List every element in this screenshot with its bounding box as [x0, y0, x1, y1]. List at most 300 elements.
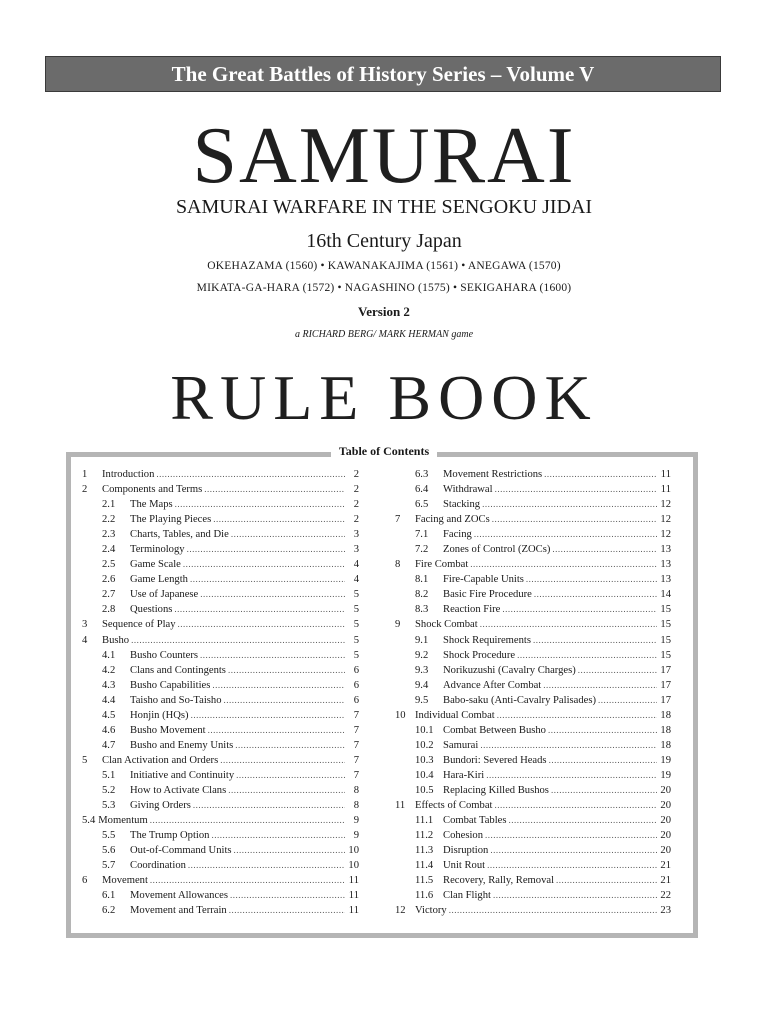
toc-entry-title: Terminology: [130, 544, 185, 556]
toc-entry-number: 9.2: [415, 649, 429, 661]
toc-leader-dots: [526, 572, 657, 587]
toc-entry-page: 15: [660, 634, 671, 646]
toc-entry: [82, 467, 359, 482]
toc-leader-dots: [175, 497, 345, 512]
game-title: SAMURAI: [192, 112, 576, 200]
toc-leader-dots: [497, 708, 657, 723]
toc-entry-number: 12: [395, 905, 406, 917]
toc-entry: [395, 708, 671, 723]
toc-entry: [395, 723, 671, 738]
toc-entry-title: Basic Fire Procedure: [443, 589, 532, 601]
toc-entry-number: 11.5: [415, 875, 434, 887]
toc-entry-title: Sequence of Play: [102, 619, 176, 631]
toc-entry-title: Out-of-Command Units: [130, 845, 232, 857]
toc-entry-page: 10: [348, 845, 359, 857]
toc-entry: [395, 497, 671, 512]
toc-entry-number: 7.2: [415, 544, 429, 556]
toc-entry-number: 8.1: [415, 574, 429, 586]
toc-leader-dots: [509, 813, 658, 828]
toc-entry-title: Babo-saku (Anti-Cavalry Palisades): [443, 694, 596, 706]
toc-leader-dots: [534, 587, 657, 602]
toc-leader-dots: [490, 843, 657, 858]
toc-entry-number: 5.1: [102, 769, 116, 781]
toc-entry-title: Taisho and So-Taisho: [130, 694, 222, 706]
toc-entry-page: 13: [660, 559, 671, 571]
toc-entry-title: Honjin (HQs): [130, 709, 189, 721]
toc-left-column: [82, 467, 359, 918]
toc-entry: [395, 512, 671, 527]
toc-entry-number: 11.3: [415, 845, 434, 857]
toc-entry-title: Unit Rout: [443, 860, 486, 872]
toc-leader-dots: [495, 482, 657, 497]
toc-leader-dots: [482, 497, 657, 512]
toc-entry-title: The Maps: [130, 499, 173, 511]
toc-entry-title: Samurai: [443, 739, 479, 751]
toc-leader-dots: [492, 512, 657, 527]
toc-leader-dots: [486, 768, 657, 783]
toc-entry-title: Fire-Capable Units: [443, 574, 524, 586]
toc-entry-page: 4: [353, 574, 359, 586]
toc-leader-dots: [598, 693, 657, 708]
toc-leader-dots: [230, 888, 345, 903]
toc-leader-dots: [220, 753, 345, 768]
toc-entry-page: 7: [353, 754, 359, 766]
toc-leader-dots: [200, 587, 345, 602]
toc-leader-dots: [494, 798, 657, 813]
toc-entry: [395, 663, 671, 678]
toc-entry-number: 5.6: [102, 845, 116, 857]
toc-entry-number: 6.5: [415, 499, 429, 511]
toc-entry: [82, 633, 359, 648]
toc-leader-dots: [493, 888, 657, 903]
toc-entry-number: 9.1: [415, 634, 429, 646]
toc-entry-title: Recovery, Rally, Removal: [443, 875, 555, 887]
toc-entry-title: Game Length: [130, 574, 188, 586]
toc-entry: [395, 693, 671, 708]
toc-entry-number: 7.1: [415, 529, 429, 541]
toc-entry-page: 7: [353, 724, 359, 736]
series-banner: The Great Battles of History Series – Volume V: [45, 56, 721, 92]
toc-entry-page: 18: [660, 739, 671, 751]
toc-entry-number: 5.3: [102, 800, 116, 812]
toc-entry-page: 17: [660, 679, 671, 691]
toc-entry-title: Coordination: [130, 860, 186, 872]
toc-entry-number: 2.8: [102, 604, 116, 616]
toc-entry-page: 3: [353, 529, 359, 541]
toc-entry-number: 6.1: [102, 890, 116, 902]
toc-entry-number: 6.4: [415, 484, 429, 496]
toc-entry-title: Game Scale: [130, 559, 181, 571]
toc-entry: [395, 798, 671, 813]
toc-entry: [82, 648, 359, 663]
toc-leader-dots: [480, 617, 657, 632]
toc-entry-page: 8: [353, 800, 359, 812]
toc-entry-number: 10.5: [415, 784, 434, 796]
toc-entry-number: 10.1: [415, 724, 434, 736]
toc-entry-page: 19: [660, 769, 671, 781]
toc-entry-page: 2: [353, 469, 359, 480]
toc-entry-number: 11.1: [415, 815, 434, 827]
toc-entry-page: 15: [660, 619, 671, 631]
toc-entry-title: Combat Tables: [443, 815, 507, 827]
toc-leader-dots: [234, 843, 345, 858]
toc-entry: [82, 527, 359, 542]
toc-entry-page: 2: [353, 484, 359, 496]
toc-leader-dots: [224, 693, 346, 708]
toc-entry-number: 10.4: [415, 769, 434, 781]
toc-entry-page: 11: [348, 890, 359, 902]
toc-entry-page: 9: [353, 830, 359, 842]
toc-entry-page: 11: [348, 905, 359, 917]
toc-entry: [395, 828, 671, 843]
toc-leader-dots: [193, 798, 345, 813]
toc-entry-number: 9: [395, 619, 401, 631]
toc-entry: [82, 783, 359, 798]
toc-entry-page: 6: [353, 679, 359, 691]
toc-entry-page: 21: [660, 875, 671, 887]
toc-entry-title: The Playing Pieces: [130, 514, 212, 526]
battles-line-1: OKEHAZAMA (1560) • KAWANAKAJIMA (1561) • ANEGAWA (1570): [207, 260, 561, 272]
toc-entry-title: Movement: [102, 875, 148, 887]
toc-entry-number: 4: [82, 634, 88, 646]
toc-entry-number: 11: [395, 800, 406, 812]
toc-entry-number: 8.2: [415, 589, 429, 601]
toc-leader-dots: [178, 617, 345, 632]
toc-entry: [395, 648, 671, 663]
toc-entry-title: Momentum: [98, 815, 148, 827]
toc-entry-page: 12: [660, 514, 671, 526]
toc-entry-title: Replacing Killed Bushos: [443, 784, 549, 796]
toc-entry-number: 4.2: [102, 664, 116, 676]
toc-entry: [82, 813, 359, 828]
toc-entry-page: 2: [353, 514, 359, 526]
toc-entry-page: 15: [660, 604, 671, 616]
toc-leader-dots: [502, 602, 657, 617]
toc-entry: [82, 768, 359, 783]
toc-entry-page: 9: [353, 815, 359, 827]
toc-leader-dots: [517, 648, 657, 663]
toc-leader-dots: [188, 858, 345, 873]
toc-leader-dots: [183, 557, 345, 572]
toc-entry-number: 7: [395, 514, 401, 526]
toc-entry: [82, 557, 359, 572]
toc-entry-page: 7: [353, 769, 359, 781]
toc-entry: [395, 783, 671, 798]
toc-entry-title: Initiative and Continuity: [130, 769, 235, 781]
toc-entry-title: Stacking: [443, 499, 481, 511]
toc-entry: [395, 633, 671, 648]
toc-leader-dots: [556, 873, 657, 888]
toc-entry-number: 2: [82, 484, 88, 496]
toc-leader-dots: [191, 708, 345, 723]
toc-entry-title: Reaction Fire: [443, 604, 501, 616]
toc-leader-dots: [235, 738, 345, 753]
toc-entry-title: Clans and Contingents: [130, 664, 226, 676]
toc-entry-title: Giving Orders: [130, 800, 191, 812]
rulebook-heading: RULE BOOK: [170, 362, 598, 433]
era-line: 16th Century Japan: [306, 230, 462, 252]
toc-entry-title: Fire Combat: [415, 559, 469, 571]
toc-entry: [395, 753, 671, 768]
toc-entry: [82, 858, 359, 873]
toc-entry-page: 11: [660, 469, 671, 480]
toc-entry: [82, 873, 359, 888]
toc-entry-page: 7: [353, 709, 359, 721]
toc-entry-title: Busho and Enemy Units: [130, 739, 234, 751]
toc-entry-number: 6.2: [102, 905, 116, 917]
toc-entry-page: 5: [353, 649, 359, 661]
toc-entry-title: Clan Flight: [443, 890, 491, 902]
toc-entry: [82, 497, 359, 512]
battles-line-2: MIKATA-GA-HARA (1572) • NAGASHINO (1575) • SEKIGAHARA (1600): [196, 282, 572, 294]
toc-entry-page: 18: [660, 724, 671, 736]
toc-entry-page: 7: [353, 739, 359, 751]
toc-entry-number: 3: [82, 619, 88, 631]
toc-entry-title: Clan Activation and Orders: [102, 754, 219, 766]
toc-leader-dots: [236, 768, 345, 783]
toc-entry-number: 10: [395, 709, 406, 721]
toc-entry: [82, 738, 359, 753]
toc-entry-number: 10.2: [415, 739, 434, 751]
toc-entry-page: 20: [660, 800, 671, 812]
toc-entry: [82, 617, 359, 632]
toc-entry-title: Norikuzushi (Cavalry Charges): [443, 664, 576, 676]
toc-entry: [395, 768, 671, 783]
toc-entry-page: 21: [660, 860, 671, 872]
toc-entry-page: 20: [660, 845, 671, 857]
toc-entry-title: Advance After Combat: [443, 679, 542, 691]
toc-entry-number: 4.7: [102, 739, 116, 751]
toc-entry: [82, 708, 359, 723]
toc-entry-title: Use of Japanese: [130, 589, 199, 601]
toc-entry-title: Shock Requirements: [443, 634, 531, 646]
toc-entry: [82, 693, 359, 708]
toc-entry-title: Victory: [415, 905, 447, 917]
toc-entry: [82, 753, 359, 768]
toc-entry: [82, 903, 359, 918]
toc-leader-dots: [551, 783, 657, 798]
toc-entry-number: 2.2: [102, 514, 116, 526]
toc-entry-title: Cohesion: [443, 830, 484, 842]
toc-entry: [395, 843, 671, 858]
toc-entry-number: 2.5: [102, 559, 116, 571]
toc-leader-dots: [578, 663, 657, 678]
toc-entry-number: 5.7: [102, 860, 116, 872]
toc-entry-page: 5: [353, 589, 359, 601]
toc-entry-title: Questions: [130, 604, 173, 616]
toc-entry-page: 5: [353, 634, 359, 646]
toc-entry-page: 14: [660, 589, 671, 601]
toc-entry-page: 20: [660, 815, 671, 827]
toc-entry: [82, 663, 359, 678]
toc-entry: [395, 587, 671, 602]
toc-entry-page: 5: [353, 619, 359, 631]
toc-entry-number: 4.4: [102, 694, 116, 706]
toc-entry-title: Bundori: Severed Heads: [443, 754, 547, 766]
toc-entry-number: 11.2: [415, 830, 434, 842]
toc-entry-page: 5: [353, 604, 359, 616]
toc-entry-number: 5.5: [102, 830, 116, 842]
toc-entry: [395, 557, 671, 572]
toc-entry-number: 2.6: [102, 574, 116, 586]
toc-entry-number: 11.6: [415, 890, 434, 902]
toc-entry-page: 15: [660, 649, 671, 661]
toc-entry-title: Zones of Control (ZOCs): [443, 544, 551, 556]
toc-entry-title: Shock Procedure: [443, 649, 516, 661]
toc-leader-dots: [174, 602, 345, 617]
toc-entry-page: 13: [660, 544, 671, 556]
toc-entry-title: Introduction: [102, 469, 155, 480]
toc-entry-number: 10.3: [415, 754, 434, 766]
toc-entry-page: 23: [660, 905, 671, 917]
toc-entry-number: 8: [395, 559, 401, 571]
toc-leader-dots: [204, 482, 345, 497]
toc-entry: [395, 813, 671, 828]
toc-entry: [82, 482, 359, 497]
toc-leader-dots: [156, 467, 345, 482]
toc-entry: [82, 512, 359, 527]
toc-entry: [395, 738, 671, 753]
toc-leader-dots: [208, 723, 345, 738]
toc-entry-title: Busho: [102, 634, 130, 646]
toc-entry-page: 22: [660, 890, 671, 902]
toc-entry-title: Effects of Combat: [415, 800, 493, 812]
toc-entry-title: The Trump Option: [130, 830, 210, 842]
toc-entry-number: 4.3: [102, 679, 116, 691]
toc-entry-page: 8: [353, 784, 359, 796]
toc-entry-title: Busho Counters: [130, 649, 198, 661]
toc-entry-page: 4: [353, 559, 359, 571]
toc-entry-title: Facing: [443, 529, 472, 541]
toc-entry: [82, 843, 359, 858]
toc-leader-dots: [150, 873, 345, 888]
toc-leader-dots: [190, 572, 345, 587]
toc-entry-number: 5: [82, 754, 88, 766]
toc-right-column: [395, 467, 671, 918]
toc-entry: [395, 873, 671, 888]
toc-entry-number: 11.4: [415, 860, 434, 872]
toc-entry-number: 9.4: [415, 679, 429, 691]
toc-leader-dots: [212, 678, 345, 693]
toc-leader-dots: [131, 633, 345, 648]
toc-entry-page: 11: [660, 484, 671, 496]
toc-entry: [395, 467, 671, 482]
toc-entry: [82, 572, 359, 587]
toc-entry: [395, 572, 671, 587]
toc-leader-dots: [213, 512, 345, 527]
toc-entry-page: 3: [353, 544, 359, 556]
toc-entry-title: Busho Capabilities: [130, 679, 211, 691]
toc-entry: [82, 798, 359, 813]
toc-entry-number: 1: [82, 469, 88, 480]
toc-leader-dots: [449, 903, 657, 918]
toc-entry: [395, 888, 671, 903]
toc-entry-title: Shock Combat: [415, 619, 478, 631]
toc-leader-dots: [480, 738, 657, 753]
toc-entry: [82, 678, 359, 693]
toc-entry-page: 18: [660, 709, 671, 721]
toc-leader-dots: [474, 527, 657, 542]
toc-entry: [395, 678, 671, 693]
toc-entry-title: Withdrawal: [443, 484, 493, 496]
toc-entry-page: 6: [353, 664, 359, 676]
toc-entry: [395, 617, 671, 632]
toc-leader-dots: [485, 828, 657, 843]
toc-entry-page: 13: [660, 574, 671, 586]
toc-leader-dots: [533, 633, 657, 648]
toc-entry: [82, 587, 359, 602]
version-label: Version 2: [358, 304, 410, 319]
toc-entry-number: 4.5: [102, 709, 116, 721]
toc-entry-page: 11: [348, 875, 359, 887]
toc-entry-title: Hara-Kiri: [443, 769, 485, 781]
toc-entry-page: 17: [660, 664, 671, 676]
toc-leader-dots: [150, 813, 345, 828]
toc-heading-text: Table of Contents: [331, 444, 437, 458]
toc-entry-page: 20: [660, 784, 671, 796]
toc-entry-title: Facing and ZOCs: [415, 514, 490, 526]
toc-leader-dots: [228, 663, 345, 678]
toc-entry-title: Movement Restrictions: [443, 469, 543, 480]
toc-entry-page: 12: [660, 529, 671, 541]
toc-entry-title: Individual Combat: [415, 709, 495, 721]
toc-entry-page: 19: [660, 754, 671, 766]
toc-entry-title: How to Activate Clans: [130, 784, 227, 796]
toc-leader-dots: [543, 678, 657, 693]
toc-leader-dots: [229, 903, 345, 918]
toc-entry: [395, 542, 671, 557]
toc-entry-title: Charts, Tables, and Die: [130, 529, 229, 541]
toc-leader-dots: [549, 753, 657, 768]
toc-entry-number: 5.2: [102, 784, 116, 796]
toc-leader-dots: [231, 527, 345, 542]
toc-entry: [82, 602, 359, 617]
toc-entry: [82, 888, 359, 903]
toc-leader-dots: [211, 828, 345, 843]
toc-entry-title: Disruption: [443, 845, 489, 857]
toc-entry-page: 2: [353, 499, 359, 511]
toc-entry: [395, 858, 671, 873]
toc-leader-dots: [187, 542, 345, 557]
toc-entry-number: 4.1: [102, 649, 116, 661]
toc-leader-dots: [228, 783, 345, 798]
designer-credit: a RICHARD BERG/ MARK HERMAN game: [294, 329, 474, 340]
toc-entry: [395, 602, 671, 617]
toc-entry: [395, 482, 671, 497]
toc-entry-number: 5.4: [82, 815, 96, 827]
toc-leader-dots: [200, 648, 345, 663]
toc-entry-title: Movement and Terrain: [130, 905, 227, 917]
toc-leader-dots: [548, 723, 657, 738]
toc-entry-title: Busho Movement: [130, 724, 206, 736]
toc-entry-title: Movement Allowances: [130, 890, 228, 902]
toc-heading: [0, 442, 768, 460]
toc-entry-number: 9.3: [415, 664, 429, 676]
toc-entry-title: Components and Terms: [102, 484, 203, 496]
toc-entry-title: Combat Between Busho: [443, 724, 546, 736]
toc-leader-dots: [470, 557, 657, 572]
toc-entry-number: 2.4: [102, 544, 116, 556]
toc-entry-number: 9.5: [415, 694, 429, 706]
toc-entry-number: 4.6: [102, 724, 116, 736]
toc-leader-dots: [552, 542, 657, 557]
toc-entry-number: 2.3: [102, 529, 116, 541]
toc-leader-dots: [487, 858, 657, 873]
toc-entry: [82, 542, 359, 557]
toc-entry-number: 6: [82, 875, 88, 887]
toc-entry: [395, 527, 671, 542]
toc-entry: [82, 828, 359, 843]
